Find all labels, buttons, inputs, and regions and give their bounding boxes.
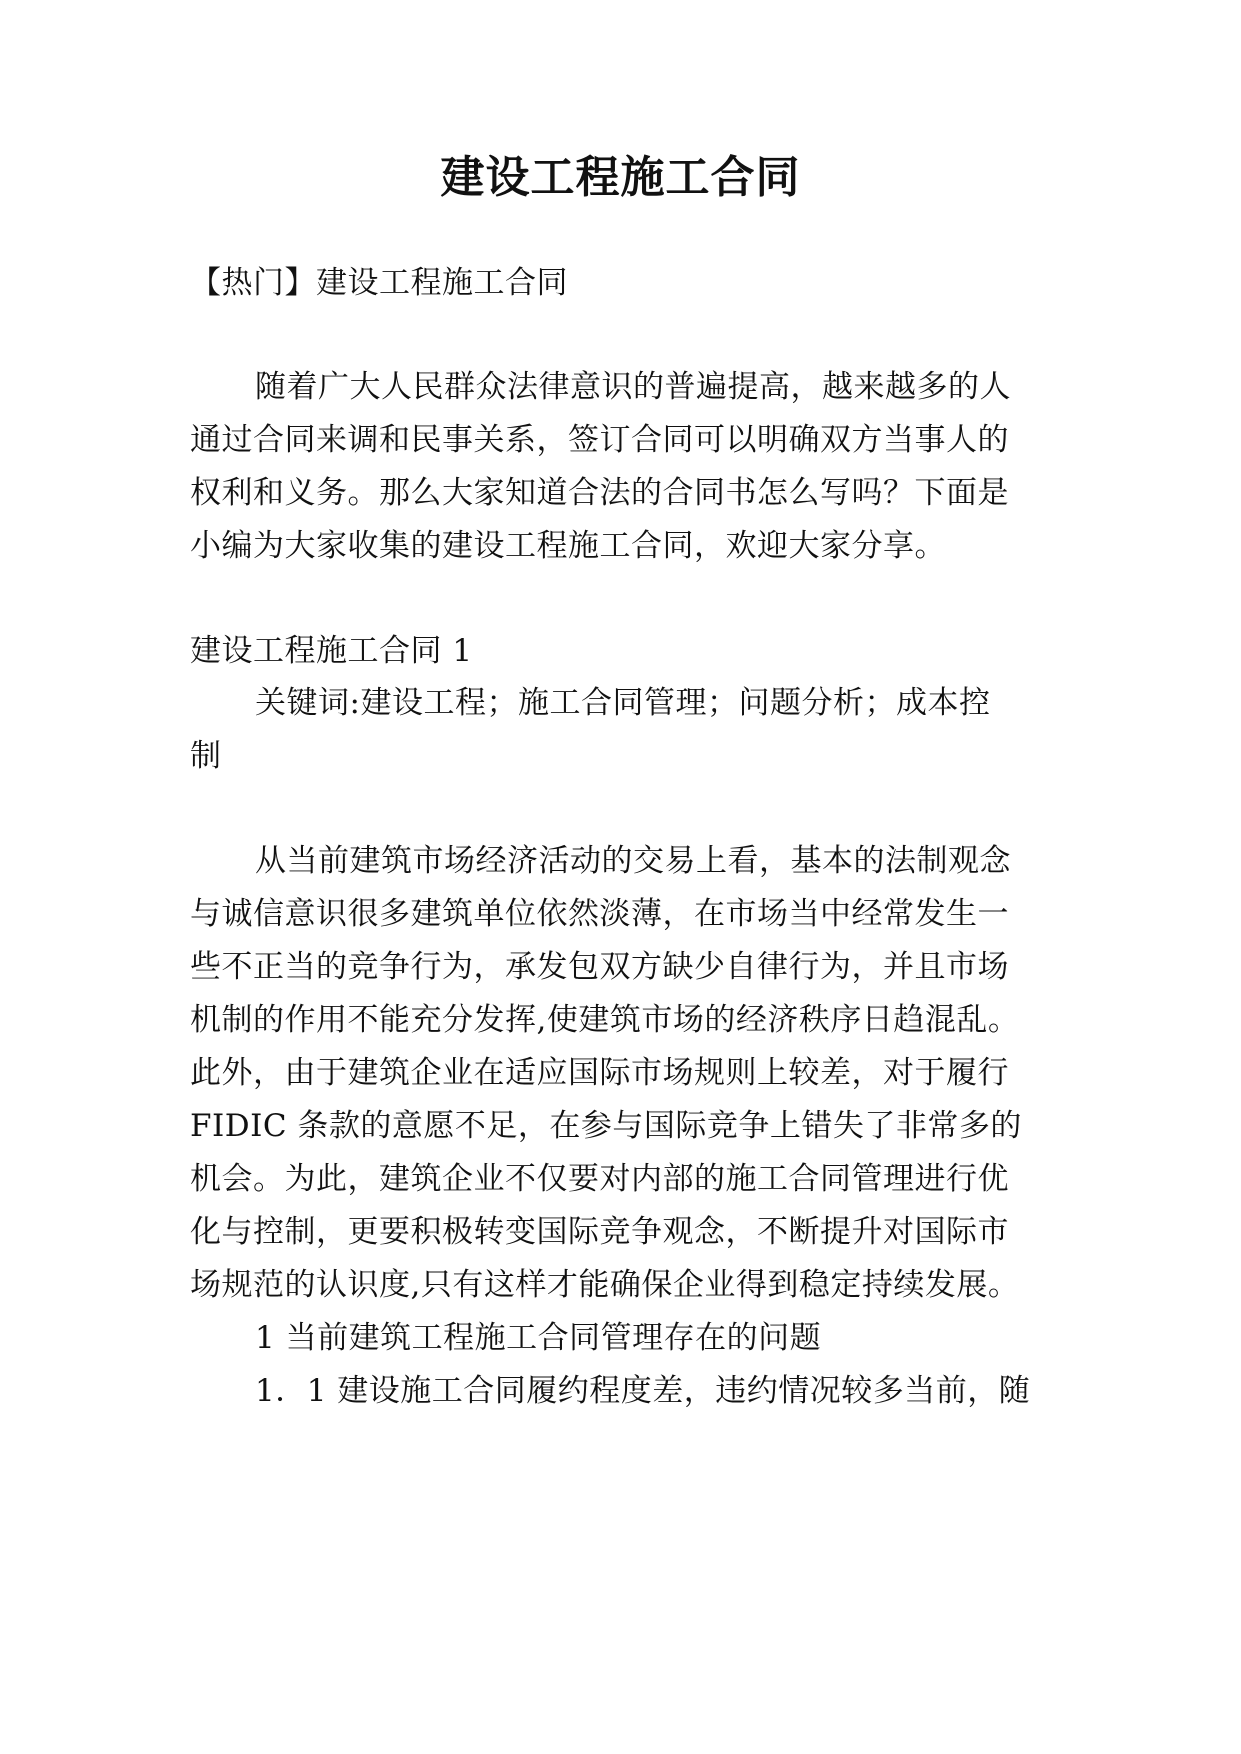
intro-line-3: 权利和义务。那么大家知道合法的合同书怎么写吗？下面是 (190, 475, 1009, 511)
intro-line-1: 随着广大人民群众法律意识的普遍提高，越来越多的人 (255, 369, 1011, 405)
heading-1: 1 当前建筑工程施工合同管理存在的问题 (255, 1320, 822, 1356)
document-title: 建设工程施工合同 (440, 152, 801, 203)
subtitle: 【热门】建设工程施工合同 (190, 265, 568, 301)
body-line-2: 与诚信意识很多建筑单位依然淡薄，在市场当中经常发生一 (190, 896, 1009, 932)
keywords-line-1: 关键词:建设工程；施工合同管理；问题分析；成本控 (255, 685, 991, 721)
body-line-8: 化与控制，更要积极转变国际竞争观念，不断提升对国际市 (190, 1214, 1009, 1250)
body-line-5: 此外，由于建筑企业在适应国际市场规则上较差，对于履行 (190, 1055, 1009, 1091)
body-line-4: 机制的作用不能充分发挥,使建筑市场的经济秩序日趋混乱。 (190, 1002, 1020, 1038)
intro-line-4: 小编为大家收集的建设工程施工合同，欢迎大家分享。 (190, 528, 946, 564)
keywords-line-2: 制 (190, 738, 222, 774)
section-title: 建设工程施工合同 1 (190, 633, 473, 669)
body-line-3: 些不正当的竞争行为，承发包双方缺少自律行为，并且市场 (190, 949, 1009, 985)
body-line-7: 机会。为此，建筑企业不仅要对内部的施工合同管理进行优 (190, 1161, 1009, 1197)
intro-line-2: 通过合同来调和民事关系，签订合同可以明确双方当事人的 (190, 422, 1009, 458)
heading-1-1: 1．1 建设施工合同履约程度差，违约情况较多当前，随 (255, 1373, 1031, 1409)
body-line-9: 场规范的认识度,只有这样才能确保企业得到稳定持续发展。 (190, 1267, 1020, 1303)
body-line-6: FIDIC 条款的意愿不足，在参与国际竞争上错失了非常多的 (190, 1108, 1022, 1144)
body-line-1: 从当前建筑市场经济活动的交易上看，基本的法制观念 (255, 843, 1011, 879)
